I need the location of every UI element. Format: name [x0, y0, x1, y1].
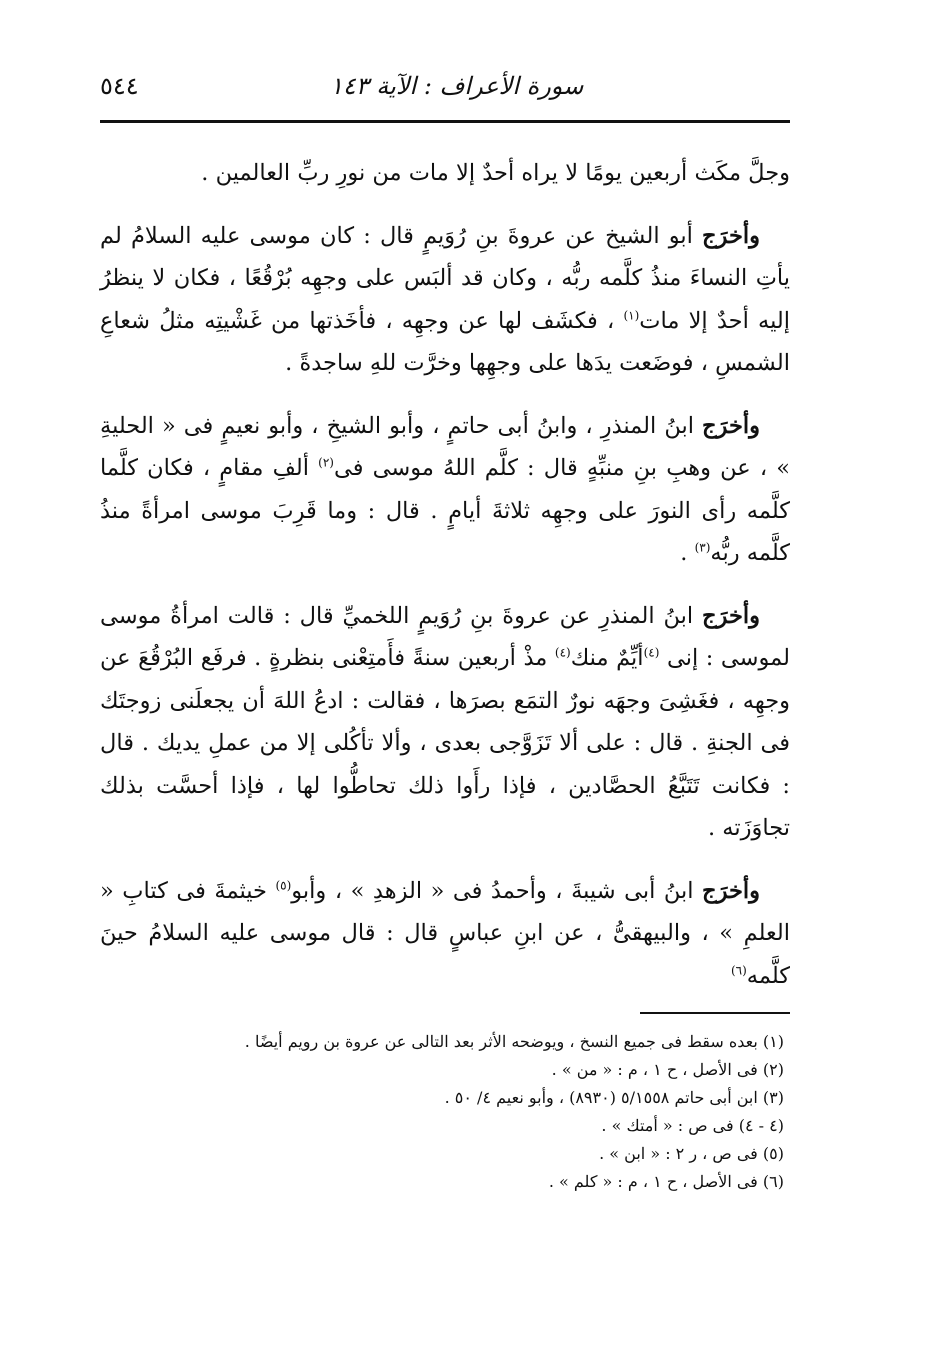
footnote: (٥) فى ص ، ر ٢ : « ابن » . — [599, 1144, 784, 1163]
paragraph-lead: وأخرَج — [702, 412, 760, 439]
paragraph-text: أبو الشيخ عن عروةَ بنِ رُوَيمٍ قال : كان موسى عليه السلامُ لم يأتِ النساءَ منذُ كلَّمه ربُّه ، وكان قد ألبَس على وجهِه بُرْقُعًا ، فكان لا ينظرُ إليه أحدٌ إلا مات — [100, 222, 790, 334]
paragraph-lead: وأخرَج — [702, 602, 760, 629]
footnote: (٣) ابن أبى حاتم ٥/١٥٥٨ (٨٩٣٠) ، وأبو نعيم ٤/ ٥٠ . — [444, 1088, 784, 1107]
footnote: (٦) فى الأصل ، ح ١ ، م : « كلم » . — [548, 1172, 784, 1191]
paragraph-text: ألفِ مقامٍ ، فكان كلَّما كلَّمه رأى النورَ على وجهِه ثلاثةَ أيامٍ . قال : وما قَرِبَ موسى امرأةً منذُ كلَّمه ربُّه — [100, 455, 790, 566]
paragraph-text: ابنُ أبى شيبةَ ، وأحمدُ فى « الزهدِ » ، وأبو — [291, 877, 703, 904]
footnote-rule — [640, 1012, 790, 1014]
header-rule — [100, 120, 790, 123]
footnote-marker: (١) — [623, 308, 640, 322]
footnote-marker: (٢) — [318, 455, 334, 470]
footnote-marker: (٤) — [643, 645, 660, 660]
paragraph-lead: وأخرَج — [702, 877, 761, 904]
page-header — [100, 60, 790, 116]
book-page — [100, 60, 790, 1300]
paragraph-text: وجلَّ مكَث أربعين يومًا لا يراه أحدٌ إلا مات من نورِ ربِّ العالمين . — [201, 160, 790, 186]
footnote: (٤ - ٤) فى ص : « أمتك » . — [601, 1116, 784, 1135]
paragraph-text: ابنُ المنذرِ ، وابنُ أبى حاتمٍ ، وأبو الشيخِ ، وأبو نعيمٍ فى « الحليةِ » ، عن وهبِ بنِ منبِّهٍ قال : كلَّم اللهُ موسى فى — [100, 412, 790, 481]
running-title: سورة الأعراف : الآية ١٤٣ — [330, 72, 584, 100]
footnote: (٢) فى الأصل ، ح ١ ، م : « من » . — [551, 1060, 784, 1079]
footnote-marker: (٦) — [730, 963, 747, 977]
footnotes — [100, 1028, 790, 1196]
footnote-marker: (٣) — [694, 540, 711, 555]
paragraph-lead: وأخرَج — [702, 222, 760, 249]
paragraph-text: ابنُ المنذرِ عن عروةَ بنِ رُوَيمٍ اللخميِّ قال : قالت امرأةُ موسى لموسى : إنى — [100, 602, 790, 671]
paragraph-text: خيثمةَ فى كتابِ « العلمِ » ، والبيهقىُّ ، عن ابنِ عباسٍ قال : قال موسى عليه السلامُ حينَ كلَّمه — [100, 877, 790, 989]
footnote-marker: (٥) — [275, 878, 292, 892]
main-text — [100, 152, 790, 1017]
footnote-marker: (٤) — [554, 645, 571, 660]
paragraph — [100, 215, 790, 385]
paragraph — [100, 405, 790, 575]
paragraph — [100, 595, 790, 850]
paragraph — [100, 152, 790, 195]
paragraph-text: مذْ أربعين سنةً فأَمتِعْنى بنظرةٍ . فرفَع البُرْقُعَ عن وجهِه ، فغَشِىَ وجهَه نورٌ التمَع بصرَها ، فقالت : ادعُ اللهَ أن يجعلَنى زوجتَك فى الجنةِ . قال : على ألا تَزَوَّجى بعدى ، وألا تأكُلى إلا من عملِ يديك . قال : فكانت تَتَبَّعُ الحصَّادين ، فإذا رأَوا ذلك تحاطُّوا لها ، فإذا أحسَّت بذلك تجاوَزَته . — [100, 645, 790, 841]
paragraph-text: . — [680, 540, 695, 566]
paragraph-text: ، فكشَف لها عن وجهِه ، فأخَذتها من غَشْيتِه مثلُ شعاعِ الشمسِ ، فوضَعت يدَها على وجهِها وخرَّت للهِ ساجدةً . — [100, 307, 790, 376]
paragraph-text: أيِّمٌ منك — [570, 645, 644, 671]
footnote: (١) بعده سقط فى جميع النسخ ، ويوضحه الأثر بعد التالى عن عروة بن رويم أيضًا . — [244, 1032, 784, 1051]
paragraph — [100, 870, 790, 998]
page-number: ٥٤٤ — [100, 72, 139, 100]
